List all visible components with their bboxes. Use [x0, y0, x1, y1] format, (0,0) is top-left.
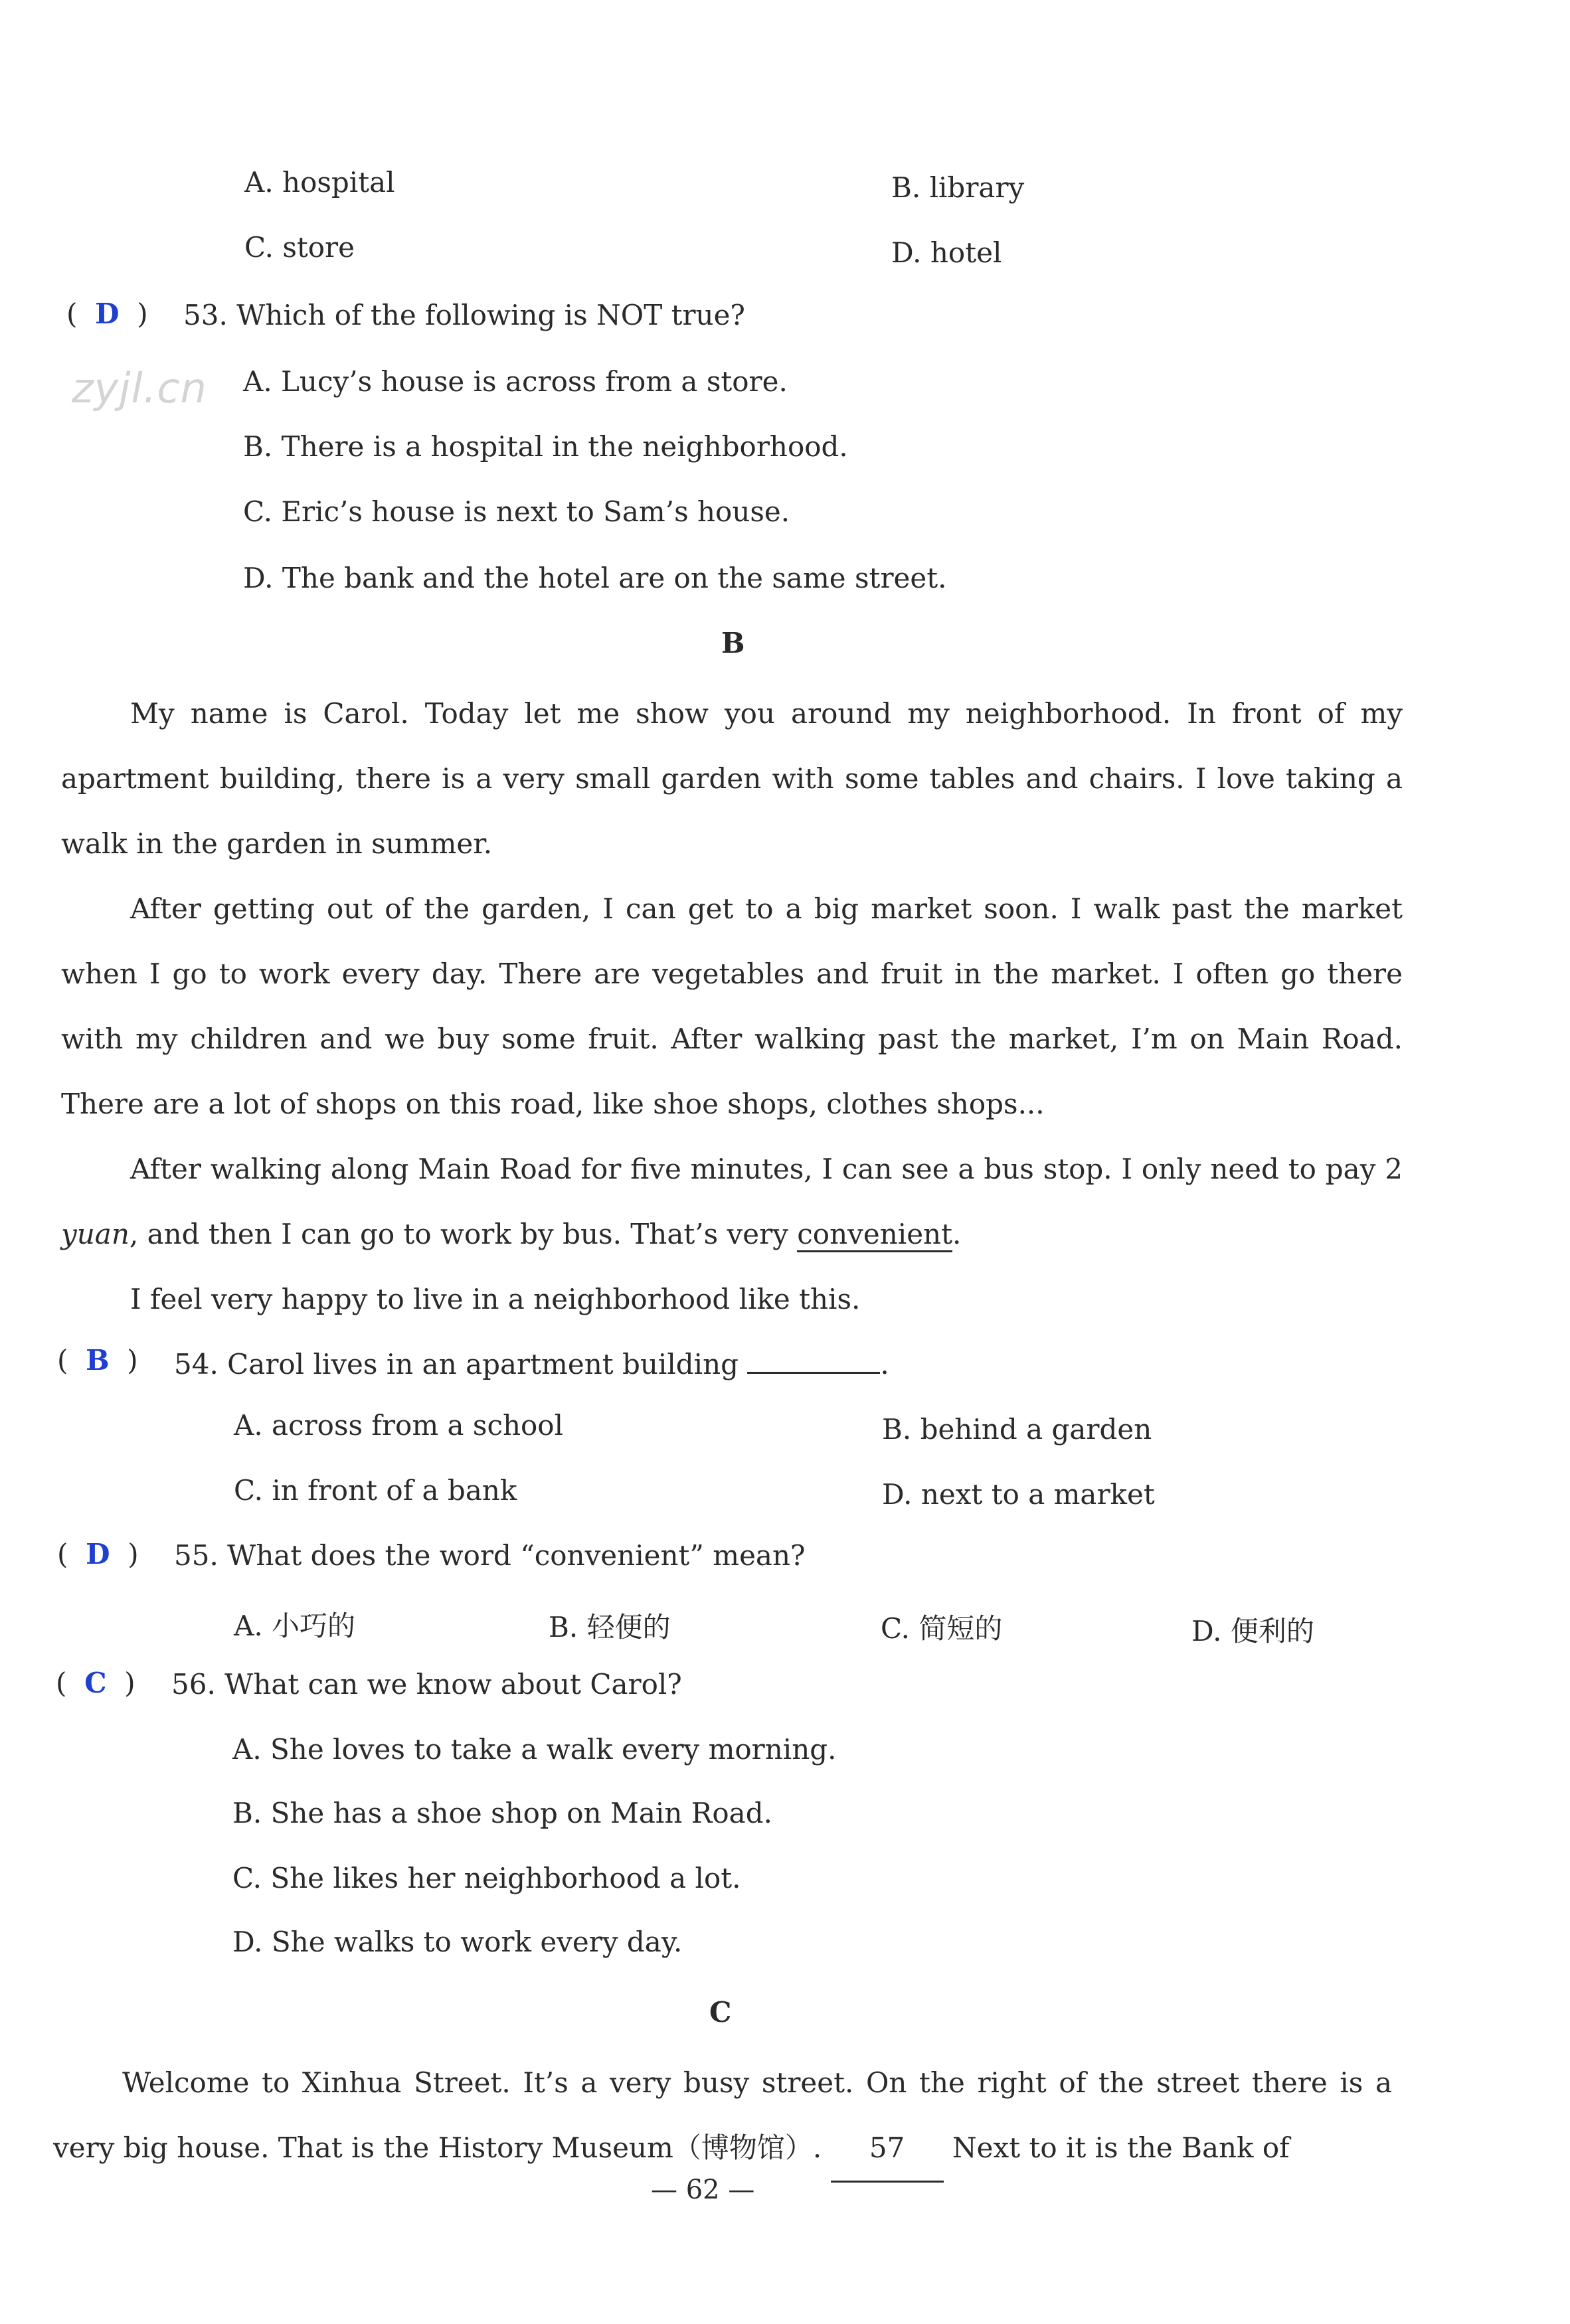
q55-option-a: A. 小巧的 — [234, 1610, 356, 1642]
q54-option-c: C. in front of a bank — [234, 1474, 517, 1507]
paragraph-3-end: . — [952, 1218, 962, 1250]
q56-option-d: D. She walks to work every day. — [232, 1926, 683, 1958]
watermark-logo: zyjl.cn — [72, 364, 207, 412]
convenient-underlined: convenient — [797, 1218, 952, 1252]
page-number: — 62 — — [651, 2175, 755, 2205]
q56-stem: 56. What can we know about Carol? — [171, 1668, 682, 1701]
section-c-heading: C — [709, 1996, 732, 2029]
q56-answer-bracket: ( C ) — [56, 1667, 135, 1699]
q56-option-a: A. She loves to take a walk every morning. — [232, 1733, 837, 1766]
q53-stem: 53. Which of the following is NOT true? — [183, 299, 745, 331]
q54-blank — [747, 1345, 880, 1374]
q56-option-b: B. She has a shoe shop on Main Road. — [232, 1797, 772, 1829]
q54-answer-bracket: ( B ) — [57, 1344, 138, 1376]
section-b-heading: B — [721, 627, 745, 659]
q54-answer: B — [86, 1344, 110, 1376]
q52-option-d: D. hotel — [891, 236, 1002, 269]
q55-answer-bracket: ( D ) — [57, 1538, 139, 1570]
q53-option-b: B. There is a hospital in the neighborhood. — [243, 430, 848, 463]
q52-option-b: B. library — [891, 171, 1025, 204]
q55-stem: 55. What does the word “convenient” mean? — [174, 1539, 806, 1572]
q55-option-d: D. 便利的 — [1191, 1615, 1314, 1647]
q54-option-a: A. across from a school — [234, 1409, 564, 1442]
section-b-paragraph-4: I feel very happy to live in a neighborhood like this. — [130, 1283, 861, 1315]
q55-option-b: B. 轻便的 — [549, 1611, 671, 1643]
q52-option-a: A. hospital — [244, 166, 395, 199]
q54-stem — [174, 1345, 889, 1380]
blank-57: 57 — [831, 2116, 944, 2183]
paragraph-3-start: After walking along Main Road for five minutes, I can see a bus stop. I only need to pay 2 — [130, 1153, 1403, 1185]
q53-option-c: C. Eric’s house is next to Sam’s house. — [243, 495, 790, 528]
section-c-text-end: Next to it is the Bank of — [943, 2131, 1290, 2164]
section-b-paragraph-2: After getting out of the garden, I can get to a big market soon. I walk past the market when I go to work every day. There are vegetables and fruit in the market. I often go there with my children and we buy some fruit. After walking past the market, I’m on Main Road. There are a lot of shops on this road, like shoe shops, clothes shops... — [61, 892, 1403, 1120]
q56-option-c: C. She likes her neighborhood a lot. — [232, 1862, 741, 1894]
q54-option-b: B. behind a garden — [882, 1413, 1152, 1446]
section-c-text-start: Welcome to Xinhua Street. It’s a very busy street. On the right of the street there is a very big house. That is the History Museum（博物馆）. — [53, 2066, 1392, 2164]
q52-option-c: C. store — [244, 231, 355, 264]
q55-option-c: C. 简短的 — [881, 1612, 1003, 1645]
q56-answer: C — [84, 1667, 107, 1699]
q54-stem-text: 54. Carol lives in an apartment building — [174, 1348, 739, 1380]
q53-answer: D — [95, 297, 120, 330]
section-c-paragraph-1 — [53, 2050, 1392, 2183]
q53-option-d: D. The bank and the hotel are on the same street. — [243, 562, 947, 594]
q53-option-a: A. Lucy’s house is across from a store. — [243, 365, 788, 398]
section-b-paragraph-1: My name is Carol. Today let me show you around my neighborhood. In front of my apartment building, there is a very small garden with some tables and chairs. I love taking a walk in the garden in summer. — [61, 697, 1403, 860]
yuan-word: yuan — [61, 1218, 130, 1250]
q55-answer: D — [86, 1538, 110, 1570]
q54-stem-end: . — [880, 1348, 889, 1380]
q53-answer-bracket: ( D ) — [66, 297, 148, 330]
q54-option-d: D. next to a market — [882, 1478, 1155, 1511]
section-b-paragraph-3 — [61, 1137, 1403, 1267]
paragraph-3-middle: , and then I can go to work by bus. That’s very — [129, 1218, 798, 1250]
